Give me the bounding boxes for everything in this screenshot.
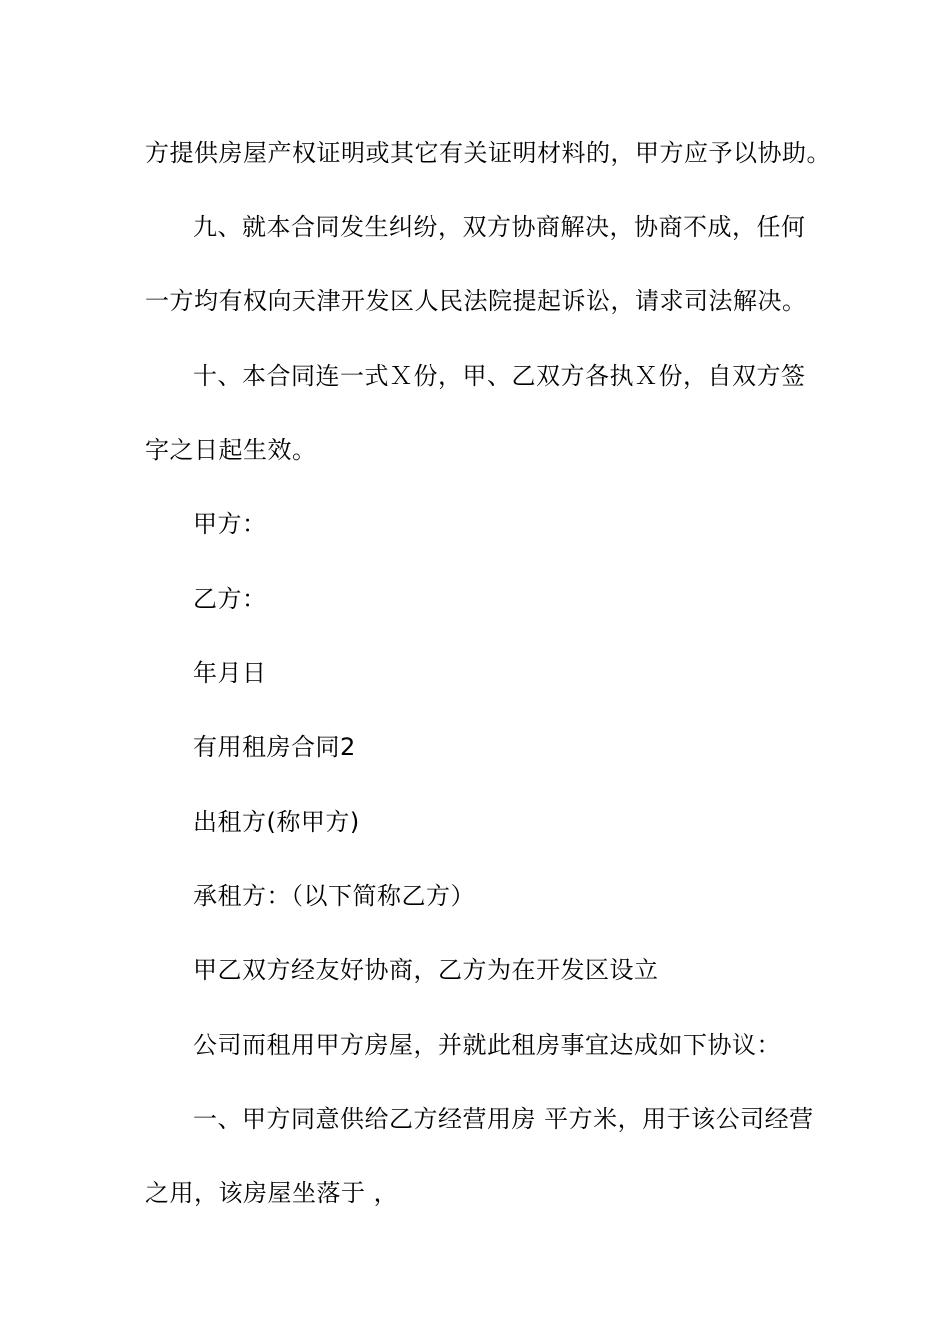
paragraph-line: 一、甲方同意供给乙方经营用房 平方米，用于该公司经营	[193, 1105, 814, 1133]
paragraph-line: 方提供房屋产权证明或其它有关证明材料的，甲方应予以协助。	[145, 139, 831, 167]
paragraph-line: 十、本合同连一式Ｘ份，甲、乙双方各执Ｘ份，自双方签	[193, 362, 806, 390]
paragraph-line: 字之日起生效。	[145, 436, 317, 464]
section-title: 有用租房合同2	[193, 733, 356, 761]
lessee-label: 承租方：（以下简称乙方）	[193, 882, 475, 910]
date-label: 年月日	[193, 659, 267, 687]
paragraph-line: 一方均有权向天津开发区人民法院提起诉讼，请求司法解决。	[145, 287, 807, 315]
party-a-label: 甲方：	[193, 510, 267, 538]
paragraph-line: 甲乙双方经友好协商，乙方为在开发区设立	[193, 956, 659, 984]
party-b-label: 乙方：	[193, 585, 267, 613]
paragraph-line: 九、就本合同发生纠纷，双方协商解决，协商不成，任何	[193, 213, 806, 241]
paragraph-line: 之用，该房屋坐落于 ，	[145, 1179, 399, 1207]
lessor-label: 出租方(称甲方)	[193, 808, 360, 836]
paragraph-line: 公司而租用甲方房屋，并就此租房事宜达成如下协议：	[193, 1031, 781, 1059]
